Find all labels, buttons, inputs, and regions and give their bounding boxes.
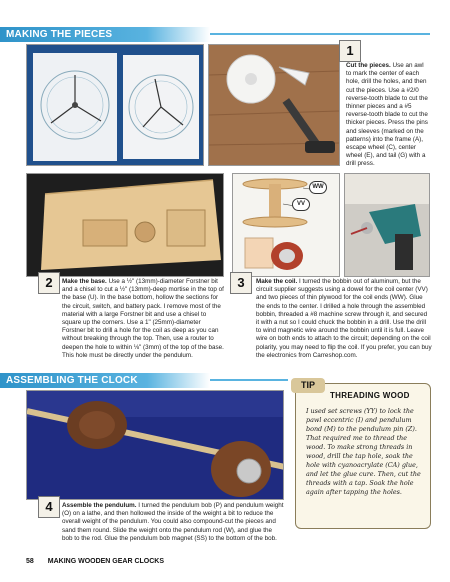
section-rule	[210, 379, 288, 381]
step-4-body: I turned the pendulum bob (P) and pendulum weight (O) on a lathe, and then hollowed the inside of the weight a bit to reduce the overall weight of the pendulum. You could also compound-cut the pieces and sand them round. Slide the weight onto the pendulum rod (W), and glue the bob to the rod. Glue the pendulum bob magnet (SS) to the bottom of the bob.	[62, 502, 284, 542]
step-1-title: Cut the pieces.	[346, 62, 393, 69]
section-heading-making: MAKING THE PIECES	[0, 27, 210, 42]
step-4-title: Assemble the pendulum.	[62, 502, 139, 509]
step-number-3: 3	[230, 272, 252, 294]
tip-tag: TIP	[291, 378, 325, 393]
step-2-text	[62, 278, 224, 360]
step-number-4: 4	[38, 496, 60, 518]
photo-drill-press	[208, 44, 340, 166]
step-1-body: Use an awl to mark the center of each hole, drill the holes, and then cut the pieces. Use a #2/0 reverse-tooth blade to cut the thinner pieces and a #5 reverse-tooth blade to cut the thicker pieces. Press the pins and sleeves (marked on the patterns) into the frame (A), escape wheel (C), center wheel (E), and tail (G) with a drill press.	[346, 62, 428, 168]
step-3-title: Make the coil.	[256, 278, 300, 285]
step-1-text	[346, 62, 430, 169]
step-number-1: 1	[339, 40, 361, 62]
tip-title: THREADING WOOD	[330, 391, 410, 400]
page-number: 58	[26, 558, 34, 565]
diagram-label-vv: VV	[292, 198, 310, 211]
step-2-title: Make the base.	[62, 278, 109, 285]
section-heading-assembling: ASSEMBLING THE CLOCK	[0, 373, 210, 388]
page-footer	[26, 558, 164, 565]
step-3-text	[256, 278, 432, 360]
book-title: MAKING WOODEN GEAR CLOCKS	[47, 558, 165, 565]
photo-base	[26, 173, 224, 277]
diagram-label-ww: WW	[309, 181, 327, 194]
step-2-body: Use a ½" (13mm)-diameter Forstner bit and a chisel to cut a ½" (13mm)-deep mortise in the top of the base (U). In the base bottom, hollow the sections for the circuit, switch, and battery pack. I remove most of the material with a large Forstner bit and use a chisel to square up the corners. Use a 1" (25mm)-diameter Forstner bit to drill a hole for the coil as deep as you can without breaking through the top. Then, use a router to deepen the hole to within ⅛" (3mm) of the top of the base. This hole must be directly under the pendulum.	[62, 278, 224, 359]
step-4-text	[62, 502, 284, 543]
step-3-body: I turned the bobbin out of aluminum, but the circuit supplier suggests using a dowel for the coil center (VV) and two pieces of thin plywood for the coil ends (WW). Glue the ends to the center. I drilled a hole through the assembled bobbin, threaded a #8 machine screw through it, and secured it with a nut so I could chuck the bobbin in a drill. Use the drill to wind magnetic wire around the bobbin until it is full. Leave wire on both ends to attach to the circuit; depending on the coil polarity, you may need to flip the coil. If you prefer, you can buy the electronics from Carreshop.com.	[256, 278, 432, 359]
tip-body: I used set screws (YY) to lock the pawl eccentric (I) and pendulum bond (M) to the pendulum pin (Z). That required me to thread the wood. To make strong threads in wood, drill the tap hole, soak the hole with cyanoacrylate (CA) glue, and let the glue cure. Then, cut the threads with a tap. Soak the hole again after tapping the holes.	[306, 407, 421, 496]
step-number-2: 2	[38, 272, 60, 294]
section-rule	[210, 33, 430, 35]
photo-patterns	[26, 44, 204, 166]
photo-drill-winding	[344, 173, 430, 277]
photo-pendulum	[26, 390, 284, 500]
